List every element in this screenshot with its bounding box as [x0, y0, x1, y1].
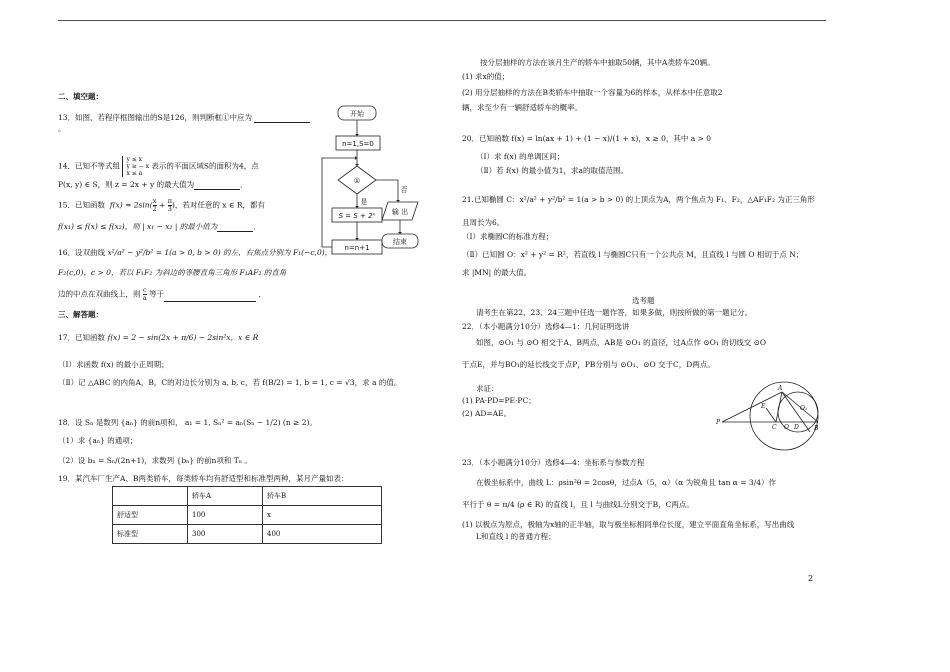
flow-end-label: 结束 — [393, 238, 407, 246]
flow-cond-label: ① — [353, 177, 361, 185]
table-cell: 400 — [263, 525, 382, 544]
table-cell — [113, 487, 188, 506]
q21-stem: 21.已知椭圆 C：x²/a² + y²/b² = 1(a > b > 0) 的上顶点为A，两个焦点为 F₁、F₂，△AF₁F₂ 为正三角形 — [462, 195, 815, 204]
q15-line1: 15．已知函数 f(x) = 2sin( $\frac{x}{2}$ + $\frac{\pi}{3}$ )，若对任意的 x ∈ R，都有 — [58, 197, 266, 213]
q18-part2: （2）设 bₙ = Sₙ/(2n+1)，求数列 {bₙ} 的前n项和 Tₙ 。 — [58, 456, 252, 465]
q19-continued: 按分层抽样的方法在该月生产的轿车中抽取50辆，其中A类轿车20辆。 — [480, 58, 715, 67]
q14-line1: 14．已知不等式组 y ≤ x y ≥ − x x ≤ a 表示的平面区域S的面积为4，点 — [58, 156, 259, 177]
q23-part1: (1) 以极点为原点，极轴为x轴的正半轴，取与极坐标相同单位长度，建立平面直角坐标系，写出曲线 — [462, 520, 795, 529]
label-o1: O₁ — [800, 405, 808, 412]
table-cell: 轿车A — [188, 487, 263, 506]
q23-heading: 23．（本小题满分10分）选修4—4：坐标系与参数方程 — [462, 458, 645, 467]
table-header-row — [113, 487, 382, 506]
flow-yes-label: 是 — [360, 198, 368, 206]
q18-part1: （1）求 {aₙ} 的通项； — [58, 436, 138, 445]
q21-stem-cont: 且周长为6。 — [462, 218, 505, 227]
table-cell: 标准型 — [113, 525, 188, 544]
page-number: 2 — [808, 574, 814, 583]
table-cell: 轿车B — [263, 487, 382, 506]
q13-text: 13．如图，若程序框图输出的S是126，则判断框①中应为 — [58, 113, 310, 123]
q23-stem-cont: 平行于 θ = π/4 (ρ ∈ R) 的直线 l，且 l 与曲线L分别交于B，C两点。 — [462, 500, 694, 509]
program-flowchart — [318, 100, 430, 270]
label-c: C — [772, 424, 777, 431]
q16-line3: 边的中点在双曲线上，则 $\frac{c}{a}$ 等于 ． — [58, 286, 267, 302]
label-o: O — [784, 424, 789, 431]
q23-part1-cont: L和直线 l 的普通方程； — [476, 532, 556, 541]
label-e: E — [761, 403, 766, 410]
q18-stem: 18．设 Sₙ 是数列 {aₙ} 的前n项和， a₁ = 1, Sₙ² = aₙ(Sₙ − 1/2) (n ≥ 2)。 — [58, 418, 317, 427]
q21-part2: （Ⅱ）已知圆 O：x² + y² = R²，若直线 l 与椭圆C只有一个公共点 M，且直线 l 与圆 O 相切于点 N； — [462, 250, 804, 259]
q17-part1: （Ⅰ）求函数 f(x) 的最小正周期； — [58, 360, 169, 369]
elective-note: 请考生在第22、23、24三题中任选一题作答，如果多做，则按所做的第一题记分。 — [476, 308, 753, 317]
q13-end: 。 — [58, 124, 66, 133]
q20-part2: （Ⅱ）若 f(x) 的最小值为1，求a的取值范围。 — [476, 166, 628, 175]
label-p: P — [716, 419, 721, 426]
circle-geometry-figure — [714, 376, 828, 454]
flow-init-label: n=1,S=0 — [342, 140, 374, 148]
q22-prove: 求证： — [476, 384, 499, 393]
q15-line2: f(x₁) ≤ f(x) ≤ f(x₂)，则 | x₁ − x₂ | 的最小值为 ． — [58, 222, 261, 231]
q22-part1: (1) PA·PD=PE·PC； — [462, 396, 536, 405]
flow-output-label: 输 出 — [391, 208, 409, 216]
q19-part2: (2) 用分层抽样的方法在B类轿车中抽取一个容量为6的样本，从样本中任意取2 — [462, 88, 723, 97]
label-a: A — [778, 385, 783, 392]
q17-stem: 17．已知函数 f(x) = 2 − sin(2x + π/6) − 2sin²x，x ∈ R — [58, 333, 259, 342]
car-production-table — [112, 486, 382, 544]
q16-line2: F₂(c,0)，c > 0，若以 F₁F₂ 为斜边的等腰直角三角形 F₁AF₂ 的直角 — [58, 268, 287, 277]
q19-part1: (1) 求x的值； — [462, 72, 510, 81]
q14-system: y ≤ x y ≥ − x x ≤ a — [122, 156, 149, 177]
table-row — [113, 525, 382, 544]
label-b: B — [814, 425, 819, 432]
q20-part1: （Ⅰ）求 f(x) 的单调区间； — [476, 152, 565, 161]
q22-part2: (2) AD=AE。 — [462, 409, 512, 418]
q21-part2-cont: 求 |MN| 的最大值。 — [462, 268, 532, 277]
q17-part2: （Ⅱ）记 △ABC 的内角A，B，C的对边长分别为 a, b, c，若 f(B/2) = 1, b = 1, c = √3，求 a 的值。 — [58, 378, 402, 387]
q14-line2: P(x, y) ∈ S，则 z = 2x + y 的最大值为 ． — [58, 180, 248, 189]
q21-part1: （Ⅰ）求椭圆C的标准方程； — [462, 232, 554, 241]
section-fill-heading: 二、填空题： — [58, 92, 103, 101]
table-cell: 100 — [188, 506, 263, 525]
q19-stem: 19．某汽车厂生产A、B两类轿车，每类轿车均有舒适型和标准型两种，某月产量如表： — [58, 474, 349, 483]
elective-heading: 选考题 — [632, 296, 655, 305]
q20-stem: 20．已知函数 f(x) = ln(ax + 1) + (1 − x)/(1 + x)，x ≥ 0，其中 a > 0 — [462, 134, 712, 143]
circle-o — [750, 382, 818, 450]
label-d: D — [794, 424, 799, 431]
q23-stem: 在极坐标系中，曲线 L：ρsin²θ = 2cosθ，过点A（5，α）（α 为锐角且 tan α = 3/4）作 — [476, 478, 776, 487]
table-cell: x — [263, 506, 382, 525]
flow-start-label: 开始 — [350, 110, 364, 118]
table-row — [113, 506, 382, 525]
q16-line1: 16．设双曲线 x²/a² − y²/b² = 1(a > 0, b > 0) 的左、右焦点分别为 F₁(−c,0)， — [58, 248, 333, 257]
flow-no-label: 否 — [400, 186, 408, 194]
header-rule — [58, 20, 826, 21]
flow-incr-label: n=n+1 — [344, 244, 370, 252]
q22-stem-cont: 于点E，并与BO₁的延长线交于点P，PB分别与 ⊙O₁、⊙O 交于C，D两点。 — [462, 360, 715, 369]
q22-heading: 22．（本小题满分10分）选修4—1：几何证明选讲 — [462, 322, 630, 331]
q22-stem: 如图，⊙O₁ 与 ⊙O 相交于A、B两点，AB是 ⊙O₁ 的直径，过A点作 ⊙O₁ 的切线交 ⊙O — [476, 338, 767, 347]
flow-update-label: S = S + 2ⁿ — [338, 212, 376, 220]
q19-part2-cont: 辆，求至少有一辆舒适轿车的概率。 — [462, 103, 582, 112]
table-cell: 舒适型 — [113, 506, 188, 525]
table-cell: 300 — [188, 525, 263, 544]
section-answer-heading: 三、解答题： — [58, 310, 103, 319]
